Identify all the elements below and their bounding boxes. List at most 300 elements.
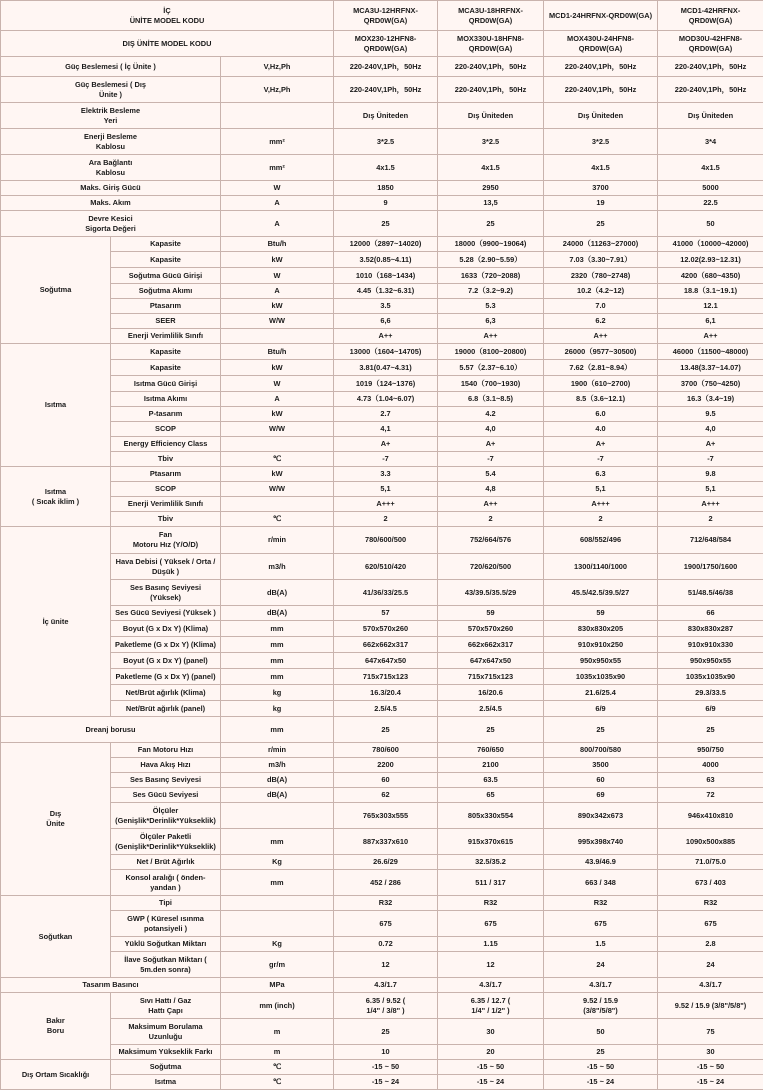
value-cell: 663 / 348	[544, 870, 658, 896]
value-cell: 7.03（3.30~7.91）	[544, 252, 658, 268]
value-cell: 24	[544, 952, 658, 978]
value-cell: 220-240V,1Ph，50Hz	[658, 57, 763, 77]
value-cell: 43.9/46.9	[544, 855, 658, 870]
row-label: Maks. Giriş Gücü	[1, 181, 221, 196]
spec-row	[1, 685, 763, 701]
unit-cell: mm	[221, 870, 334, 896]
value-cell: 6,3	[438, 314, 544, 329]
value-cell: 890x342x673	[544, 803, 658, 829]
unit-cell: V,Hz,Ph	[221, 57, 334, 77]
value-cell: 220-240V,1Ph，50Hz	[544, 57, 658, 77]
spec-row	[1, 437, 763, 452]
spec-row	[1, 803, 763, 829]
value-cell: 3*2.5	[334, 129, 438, 155]
unit-cell: W	[221, 376, 334, 392]
value-cell: 946x410x810	[658, 803, 763, 829]
value-cell: 2	[438, 512, 544, 527]
value-cell: -15 ~ 24	[544, 1075, 658, 1090]
value-cell: 24	[658, 952, 763, 978]
value-cell: 4.45（1.32~6.31)	[334, 284, 438, 299]
row-label: Isıtma Akımı	[111, 392, 221, 407]
indoor-model-1: MCA3U-12HRFNX- QRD0W(GA)	[334, 1, 438, 31]
value-cell: 25	[544, 211, 658, 237]
value-cell: 1300/1140/1000	[544, 554, 658, 580]
value-cell: 12.1	[658, 299, 763, 314]
unit-cell: ℃	[221, 512, 334, 527]
value-cell: 12	[334, 952, 438, 978]
value-cell: 63	[658, 773, 763, 788]
value-cell: 2	[544, 512, 658, 527]
value-cell: 12	[438, 952, 544, 978]
value-cell: 2.8	[658, 937, 763, 952]
value-cell: 752/664/576	[438, 527, 544, 554]
unit-cell: m	[221, 1019, 334, 1045]
spec-row	[1, 422, 763, 437]
row-label: Elektrik Besleme Yeri	[1, 103, 221, 129]
value-cell: 71.0/75.0	[658, 855, 763, 870]
value-cell: 3500	[544, 758, 658, 773]
row-label: Fan Motoru Hızı	[111, 743, 221, 758]
value-cell: 1010（168~1434)	[334, 268, 438, 284]
value-cell: 72	[658, 788, 763, 803]
value-cell: A++	[658, 329, 763, 344]
value-cell: 25	[544, 1045, 658, 1060]
value-cell: A+++	[544, 497, 658, 512]
unit-cell: Kg	[221, 855, 334, 870]
spec-row	[1, 407, 763, 422]
outdoor-model-row	[1, 31, 763, 57]
value-cell: 2100	[438, 758, 544, 773]
value-cell: 2320（780~2748)	[544, 268, 658, 284]
value-cell: 4.2	[438, 407, 544, 422]
unit-cell: Kg	[221, 937, 334, 952]
outdoor-model-header: DIŞ ÜNİTE MODEL KODU	[1, 31, 334, 57]
value-cell: 1019（124~1376)	[334, 376, 438, 392]
unit-cell: Btu/h	[221, 344, 334, 360]
unit-cell: W/W	[221, 482, 334, 497]
value-cell: 675	[334, 911, 438, 937]
row-label: Güç Beslemesi ( Dış Ünite )	[1, 77, 221, 103]
unit-cell	[221, 437, 334, 452]
value-cell: 452 / 286	[334, 870, 438, 896]
value-cell: A++	[544, 329, 658, 344]
value-cell: 5.3	[438, 299, 544, 314]
row-label: Ölçüler (Genişlik*Derinlik*Yükseklik)	[111, 803, 221, 829]
spec-row	[1, 580, 763, 606]
unit-cell	[221, 896, 334, 911]
value-cell: 6,1	[658, 314, 763, 329]
unit-cell: r/min	[221, 527, 334, 554]
unit-cell: m	[221, 1045, 334, 1060]
value-cell: 43/39.5/35.5/29	[438, 580, 544, 606]
unit-cell	[221, 803, 334, 829]
spec-row	[1, 773, 763, 788]
value-cell: 51/48.5/46/38	[658, 580, 763, 606]
value-cell: 620/510/420	[334, 554, 438, 580]
value-cell: A++	[438, 329, 544, 344]
unit-cell: dB(A)	[221, 773, 334, 788]
value-cell: 910x910x330	[658, 637, 763, 653]
value-cell: -15 ~ 24	[334, 1075, 438, 1090]
value-cell: 3700	[544, 181, 658, 196]
section-label: Isıtma	[1, 344, 111, 467]
row-label: Paketleme (G x Dx Y) (Klima)	[111, 637, 221, 653]
value-cell: 9.5	[658, 407, 763, 422]
value-cell: 65	[438, 788, 544, 803]
row-label: Tasarım Basıncı	[1, 978, 221, 993]
spec-row	[1, 554, 763, 580]
spec-row	[1, 196, 763, 211]
spec-row	[1, 103, 763, 129]
outdoor-model-2: MOX330U-18HFN8- QRD0W(GA)	[438, 31, 544, 57]
value-cell: R32	[544, 896, 658, 911]
value-cell: 1540（700~1930)	[438, 376, 544, 392]
value-cell: 9.8	[658, 467, 763, 482]
value-cell: 3700（750~4250)	[658, 376, 763, 392]
unit-cell: m3/h	[221, 554, 334, 580]
row-label: Boyut (G x Dx Y) (panel)	[111, 653, 221, 669]
value-cell: 4.0	[544, 422, 658, 437]
outdoor-model-3: MOX430U-24HFN8- QRD0W(GA)	[544, 31, 658, 57]
unit-cell: mm	[221, 653, 334, 669]
unit-cell: A	[221, 211, 334, 237]
value-cell: 57	[334, 606, 438, 621]
value-cell: 6,6	[334, 314, 438, 329]
value-cell: 220-240V,1Ph，50Hz	[544, 77, 658, 103]
indoor-model-header: İÇ ÜNİTE MODEL KODU	[1, 1, 334, 31]
value-cell: 29.3/33.5	[658, 685, 763, 701]
unit-cell: kW	[221, 360, 334, 376]
unit-cell: mm	[221, 717, 334, 743]
value-cell: 4000	[658, 758, 763, 773]
row-label: Net/Brüt ağırlık (Klima)	[111, 685, 221, 701]
spec-row	[1, 344, 763, 360]
value-cell: Dış Üniteden	[438, 103, 544, 129]
value-cell: 4x1.5	[658, 155, 763, 181]
spec-row	[1, 314, 763, 329]
value-cell: 3*2.5	[438, 129, 544, 155]
indoor-model-4: MCD1-42HRFNX-QRD0W(GA)	[658, 1, 763, 31]
spec-row	[1, 669, 763, 685]
value-cell: 13.48(3.37~14.07)	[658, 360, 763, 376]
value-cell: 220-240V,1Ph，50Hz	[438, 77, 544, 103]
indoor-model-2: MCA3U-18HRFNX- QRD0W(GA)	[438, 1, 544, 31]
section-label: İç ünite	[1, 527, 111, 717]
value-cell: 25	[334, 1019, 438, 1045]
row-label: Dreanj borusu	[1, 717, 221, 743]
value-cell: A++	[334, 329, 438, 344]
value-cell: 26.6/29	[334, 855, 438, 870]
value-cell: 20	[438, 1045, 544, 1060]
value-cell: 220-240V,1Ph，50Hz	[334, 57, 438, 77]
value-cell: 4,1	[334, 422, 438, 437]
unit-cell: r/min	[221, 743, 334, 758]
value-cell: 12.02(2.93~12.31)	[658, 252, 763, 268]
row-label: P-tasarım	[111, 407, 221, 422]
value-cell: 780/600/500	[334, 527, 438, 554]
spec-row	[1, 855, 763, 870]
spec-row	[1, 621, 763, 637]
unit-cell: V,Hz,Ph	[221, 77, 334, 103]
section-label: Soğutkan	[1, 896, 111, 978]
value-cell: 13,5	[438, 196, 544, 211]
value-cell: 18.8（3.1~19.1)	[658, 284, 763, 299]
value-cell: 950x950x55	[658, 653, 763, 669]
value-cell: 22.5	[658, 196, 763, 211]
spec-row	[1, 978, 763, 993]
unit-cell: mm	[221, 829, 334, 855]
value-cell: 715x715x123	[334, 669, 438, 685]
row-label: Net / Brüt Ağırlık	[111, 855, 221, 870]
value-cell: 1035x1035x90	[658, 669, 763, 685]
row-label: Soğutma Akımı	[111, 284, 221, 299]
value-cell: 10	[334, 1045, 438, 1060]
value-cell: 5,1	[334, 482, 438, 497]
row-label: Boyut (G x Dx Y) (Klima)	[111, 621, 221, 637]
row-label: Energy Efficiency Class	[111, 437, 221, 452]
value-cell: 9.52 / 15.9 (3/8"/5/8")	[658, 993, 763, 1019]
section-label: Bakır Boru	[1, 993, 111, 1060]
value-cell: 2.5/4.5	[334, 701, 438, 717]
value-cell: 25	[334, 717, 438, 743]
value-cell: 16.3（3.4~19)	[658, 392, 763, 407]
value-cell: 2950	[438, 181, 544, 196]
row-label: Konsol aralığı ( önden- yandan )	[111, 870, 221, 896]
spec-row	[1, 452, 763, 467]
value-cell: 4x1.5	[334, 155, 438, 181]
value-cell: 2.7	[334, 407, 438, 422]
value-cell: Dış Üniteden	[334, 103, 438, 129]
value-cell: A+++	[658, 497, 763, 512]
value-cell: 60	[544, 773, 658, 788]
unit-cell: A	[221, 284, 334, 299]
row-label: İlave Soğutkan Miktarı ( 5m.den sonra)	[111, 952, 221, 978]
value-cell: 25	[438, 717, 544, 743]
value-cell: R32	[658, 896, 763, 911]
spec-row	[1, 392, 763, 407]
value-cell: 675	[658, 911, 763, 937]
value-cell: 8.5（3.6~12.1)	[544, 392, 658, 407]
row-label: Ara Bağlantı Kablosu	[1, 155, 221, 181]
value-cell: 1850	[334, 181, 438, 196]
spec-row	[1, 181, 763, 196]
spec-row	[1, 870, 763, 896]
unit-cell: MPa	[221, 978, 334, 993]
value-cell: 16.3/20.4	[334, 685, 438, 701]
value-cell: 887x337x610	[334, 829, 438, 855]
value-cell: 41/36/33/25.5	[334, 580, 438, 606]
value-cell: 10.2（4.2~12)	[544, 284, 658, 299]
spec-row	[1, 717, 763, 743]
spec-row	[1, 299, 763, 314]
unit-cell: gr/m	[221, 952, 334, 978]
value-cell: 6.35 / 9.52 ( 1/4" / 3/8" )	[334, 993, 438, 1019]
value-cell: -7	[334, 452, 438, 467]
unit-cell: dB(A)	[221, 580, 334, 606]
spec-row	[1, 329, 763, 344]
value-cell: 1.5	[544, 937, 658, 952]
value-cell: 950/750	[658, 743, 763, 758]
spec-row	[1, 252, 763, 268]
value-cell: A+++	[334, 497, 438, 512]
value-cell: 673 / 403	[658, 870, 763, 896]
row-label: Isıtma Gücü Girişi	[111, 376, 221, 392]
value-cell: 30	[438, 1019, 544, 1045]
row-label: Kapasite	[111, 237, 221, 252]
value-cell: 720/620/500	[438, 554, 544, 580]
value-cell: 9.52 / 15.9 (3/8"/5/8")	[544, 993, 658, 1019]
value-cell: 995x398x740	[544, 829, 658, 855]
value-cell: 2	[334, 512, 438, 527]
value-cell: 3*2.5	[544, 129, 658, 155]
value-cell: 6.2	[544, 314, 658, 329]
row-label: Soğutma	[111, 1060, 221, 1075]
section-label: Dış Ortam Sıcaklığı	[1, 1060, 111, 1090]
value-cell: 62	[334, 788, 438, 803]
spec-row	[1, 284, 763, 299]
value-cell: 2200	[334, 758, 438, 773]
value-cell: A+	[334, 437, 438, 452]
spec-row	[1, 376, 763, 392]
unit-cell: ℃	[221, 1060, 334, 1075]
spec-row	[1, 743, 763, 758]
value-cell: 21.6/25.4	[544, 685, 658, 701]
spec-row	[1, 57, 763, 77]
unit-cell: mm	[221, 669, 334, 685]
unit-cell: W/W	[221, 314, 334, 329]
spec-row	[1, 896, 763, 911]
value-cell: 25	[334, 211, 438, 237]
spec-row	[1, 527, 763, 554]
value-cell: A+	[544, 437, 658, 452]
value-cell: 4.3/1.7	[438, 978, 544, 993]
unit-cell: mm (inch)	[221, 993, 334, 1019]
value-cell: 18000（9900~19064)	[438, 237, 544, 252]
value-cell: 570x570x260	[334, 621, 438, 637]
value-cell: 59	[438, 606, 544, 621]
value-cell: 4x1.5	[544, 155, 658, 181]
spec-row	[1, 788, 763, 803]
spec-row	[1, 758, 763, 773]
section-label: Soğutma	[1, 237, 111, 344]
value-cell: 5.28（2.90~5.59）	[438, 252, 544, 268]
unit-cell	[221, 497, 334, 512]
spec-row	[1, 1045, 763, 1060]
value-cell: 13000（1604~14705)	[334, 344, 438, 360]
unit-cell: m3/h	[221, 758, 334, 773]
value-cell: 5,1	[544, 482, 658, 497]
unit-cell: dB(A)	[221, 606, 334, 621]
value-cell: 9	[334, 196, 438, 211]
value-cell: A++	[438, 497, 544, 512]
row-label: Kapasite	[111, 252, 221, 268]
value-cell: -15 ~ 50	[438, 1060, 544, 1075]
value-cell: 4,0	[658, 422, 763, 437]
value-cell: 4.3/1.7	[334, 978, 438, 993]
row-label: Hava Akış Hızı	[111, 758, 221, 773]
value-cell: 5000	[658, 181, 763, 196]
spec-row	[1, 993, 763, 1019]
outdoor-model-4: MOD30U-42HFN8- QRD0W(GA)	[658, 31, 763, 57]
value-cell: 830x830x205	[544, 621, 658, 637]
value-cell: 45.5/42.5/39.5/27	[544, 580, 658, 606]
value-cell: 1900/1750/1600	[658, 554, 763, 580]
value-cell: -15 ~ 24	[438, 1075, 544, 1090]
value-cell: -15 ~ 50	[544, 1060, 658, 1075]
row-label: Maks. Akım	[1, 196, 221, 211]
value-cell: 0.72	[334, 937, 438, 952]
value-cell: 4.3/1.7	[544, 978, 658, 993]
value-cell: 511 / 317	[438, 870, 544, 896]
unit-cell: mm	[221, 637, 334, 653]
value-cell: 1035x1035x90	[544, 669, 658, 685]
value-cell: 3.5	[334, 299, 438, 314]
value-cell: 4,0	[438, 422, 544, 437]
value-cell: 32.5/35.2	[438, 855, 544, 870]
section-label: Isıtma ( Sıcak iklim )	[1, 467, 111, 527]
row-label: Devre Kesici Sigorta Değeri	[1, 211, 221, 237]
value-cell: 220-240V,1Ph，50Hz	[334, 77, 438, 103]
row-label: Ses Basınç Seviyesi (Yüksek)	[111, 580, 221, 606]
value-cell: 25	[544, 717, 658, 743]
value-cell: 4.73（1.04~6.07)	[334, 392, 438, 407]
value-cell: 2.5/4.5	[438, 701, 544, 717]
unit-cell	[221, 911, 334, 937]
spec-row	[1, 653, 763, 669]
row-label: GWP ( Küresel ısınma potansiyeli )	[111, 911, 221, 937]
value-cell: 5.57（2.37~6.10）	[438, 360, 544, 376]
row-label: Kapasite	[111, 360, 221, 376]
value-cell: 765x303x555	[334, 803, 438, 829]
unit-cell: dB(A)	[221, 788, 334, 803]
spec-row	[1, 211, 763, 237]
row-label: SEER	[111, 314, 221, 329]
value-cell: 715x715x123	[438, 669, 544, 685]
spec-row	[1, 637, 763, 653]
unit-cell: kW	[221, 252, 334, 268]
row-label: Enerji Besleme Kablosu	[1, 129, 221, 155]
value-cell: 59	[544, 606, 658, 621]
value-cell: 4200（680~4350)	[658, 268, 763, 284]
row-label: Enerji Verimlilik Sınıfı	[111, 329, 221, 344]
value-cell: -7	[544, 452, 658, 467]
value-cell: 24000（11263~27000)	[544, 237, 658, 252]
value-cell: 66	[658, 606, 763, 621]
value-cell: 760/650	[438, 743, 544, 758]
row-label: Ölçüler Paketli (Genişlik*Derinlik*Yükseklik)	[111, 829, 221, 855]
spec-row	[1, 1075, 763, 1090]
value-cell: 662x662x317	[438, 637, 544, 653]
value-cell: 5.4	[438, 467, 544, 482]
value-cell: A+	[658, 437, 763, 452]
spec-row	[1, 1060, 763, 1075]
unit-cell: ℃	[221, 452, 334, 467]
spec-row	[1, 268, 763, 284]
value-cell: 220-240V,1Ph，50Hz	[658, 77, 763, 103]
unit-cell: W	[221, 181, 334, 196]
value-cell: 608/552/496	[544, 527, 658, 554]
spec-row	[1, 829, 763, 855]
value-cell: -15 ~ 50	[334, 1060, 438, 1075]
spec-row	[1, 467, 763, 482]
value-cell: 63.5	[438, 773, 544, 788]
value-cell: 780/600	[334, 743, 438, 758]
unit-cell: kg	[221, 701, 334, 717]
row-label: Ses Basınç Seviyesi	[111, 773, 221, 788]
value-cell: 26000（9577~30500)	[544, 344, 658, 360]
value-cell: 910x910x250	[544, 637, 658, 653]
value-cell: 19	[544, 196, 658, 211]
